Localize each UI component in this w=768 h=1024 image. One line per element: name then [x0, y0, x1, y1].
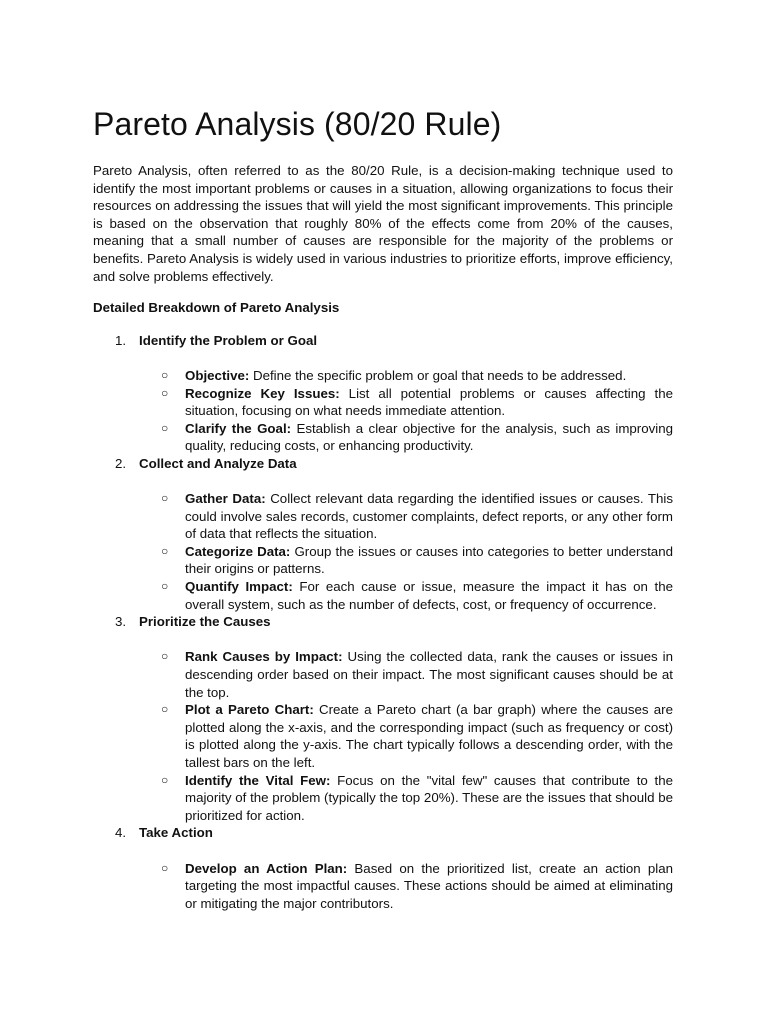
circle-bullet-icon: ○	[161, 702, 169, 717]
item-label: Clarify the Goal:	[185, 420, 292, 436]
sub-list-item	[139, 543, 673, 578]
item-text: For each cause or issue, measure the impact it has on the overall system, such as the number of defects, cost, or frequency of occurrence.	[185, 579, 673, 612]
item-label: Identify the Vital Few:	[185, 772, 331, 788]
item-text: Focus on the "vital few" causes that contribute to the majority of the problem (typically the top 20%). These are the issues that should be prioritized for action.	[185, 772, 674, 823]
item-label: Recognize Key Issues:	[185, 385, 340, 401]
item-label: Gather Data:	[185, 491, 266, 507]
item-text: Group the issues or causes into categories to better understand their origins or patterns.	[185, 543, 673, 577]
circle-bullet-icon: ○	[161, 543, 169, 558]
item-label: Objective:	[185, 367, 250, 383]
step-title: Take Action	[139, 825, 213, 841]
step-number: 4.	[115, 825, 127, 841]
circle-bullet-icon: ○	[161, 420, 169, 435]
item-label: Develop an Action Plan:	[185, 860, 348, 876]
circle-bullet-icon: ○	[161, 491, 169, 506]
item-text: Create a Pareto chart (a bar graph) where the causes are plotted along the x-axis, and the corresponding impact (such as frequency or cost) is plotted along the y-axis. The chart typically follows a descending order, with the tallest bars on the left.	[185, 702, 673, 770]
page-title: Pareto Analysis (80/20 Rule)	[93, 106, 502, 142]
step-item	[93, 455, 673, 613]
sub-list-item	[139, 420, 673, 455]
step-title: Prioritize the Causes	[139, 614, 271, 630]
sub-list-item	[139, 701, 673, 771]
circle-bullet-icon: ○	[161, 385, 169, 400]
circle-bullet-icon: ○	[161, 860, 169, 875]
sub-list-item	[139, 578, 673, 613]
item-label: Quantify Impact:	[185, 579, 293, 595]
circle-bullet-icon: ○	[161, 367, 169, 382]
sub-list-item	[139, 490, 673, 543]
item-text: Collect relevant data regarding the identified issues or causes. This could involve sales records, customer complaints, defect reports, or any other form of data that reflects the situation.	[185, 491, 673, 542]
item-text: Define the specific problem or goal that needs to be addressed.	[249, 367, 627, 383]
item-label: Plot a Pareto Chart:	[185, 702, 314, 718]
steps-list	[93, 332, 673, 913]
step-number: 2.	[115, 455, 127, 471]
sub-list-item	[139, 367, 673, 385]
step-item	[93, 332, 673, 455]
intro-paragraph: Pareto Analysis, often referred to as the 80/20 Rule, is a decision-making technique used to identify the most important problems or causes in a situation, allowing organizations to focus their resources on addressing the issues that will yield the most significant improvements. This principle is based on the observation that roughly 80% of the effects come from 20% of the causes, meaning that a small number of causes are responsible for the majority of the problems or benefits. Pareto Analysis is widely used in various industries to prioritize efforts, improve efficiency, and solve problems effectively.	[93, 163, 673, 284]
step-item	[93, 613, 673, 824]
sub-list-item	[139, 648, 673, 701]
step-item	[93, 824, 673, 912]
item-label: Categorize Data:	[185, 543, 291, 559]
item-text: List all potential problems or causes affecting the situation, focusing on what needs immediate attention.	[185, 385, 673, 419]
section-heading: Detailed Breakdown of Pareto Analysis	[93, 300, 340, 316]
item-text: Based on the prioritized list, create an action plan targeting the most impactful causes. These actions should be aimed at eliminating or mitigating the major contributors.	[185, 860, 673, 911]
item-text: Establish a clear objective for the analysis, such as improving quality, reducing costs, or enhancing productivity.	[185, 420, 674, 454]
step-title: Identify the Problem or Goal	[139, 332, 318, 348]
step-number: 3.	[115, 614, 127, 630]
item-label: Rank Causes by Impact:	[185, 649, 343, 665]
item-text: Using the collected data, rank the causes or issues in descending order based on their impact. The most significant causes should be at the top.	[185, 649, 673, 700]
sub-list	[139, 367, 673, 455]
step-title: Collect and Analyze Data	[139, 455, 297, 471]
sub-list-item	[139, 385, 673, 420]
circle-bullet-icon: ○	[161, 649, 169, 664]
sub-list	[139, 860, 673, 913]
circle-bullet-icon: ○	[161, 579, 169, 594]
sub-list-item	[139, 772, 673, 825]
step-number: 1.	[115, 332, 127, 348]
circle-bullet-icon: ○	[161, 772, 169, 787]
sub-list	[139, 490, 673, 613]
sub-list-item	[139, 860, 673, 913]
sub-list	[139, 648, 673, 824]
